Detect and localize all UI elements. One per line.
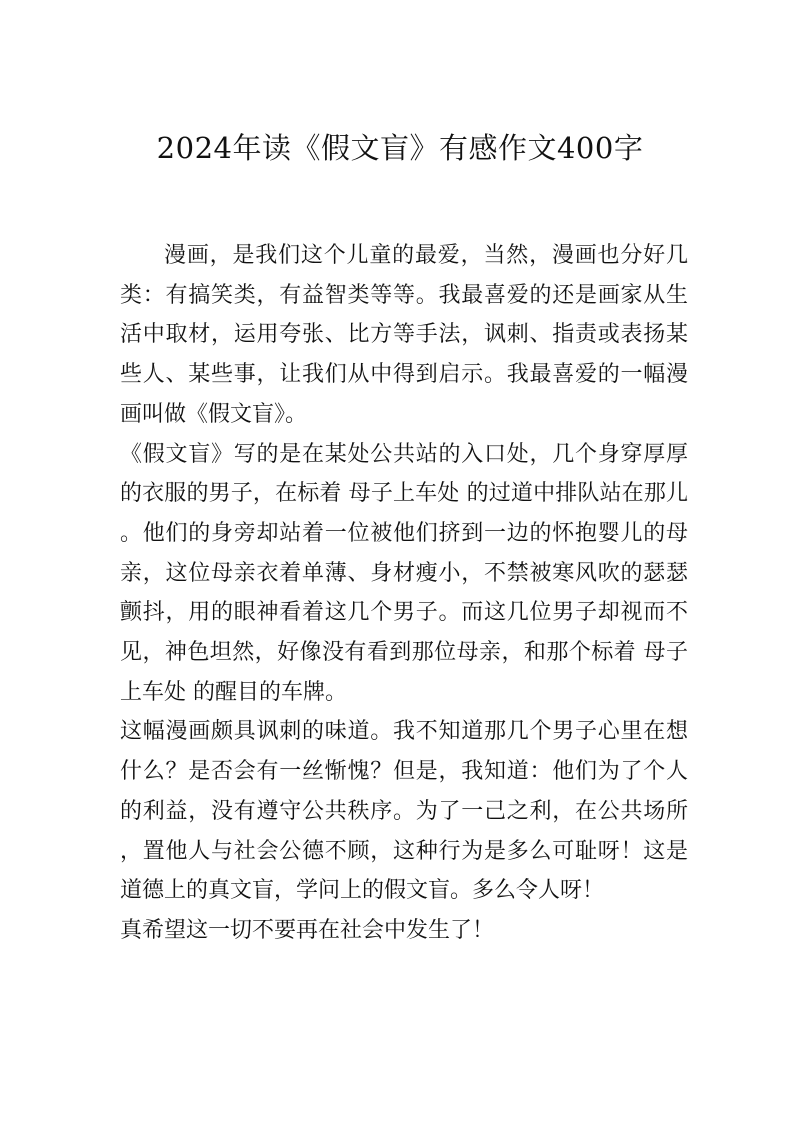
document-title: 2024年读《假文盲》有感作文400字 [156, 131, 644, 165]
document-body [120, 236, 688, 951]
paragraph-reflection: 这幅漫画颇具讽刺的味道。我不知道那几个男子心里在想什么？是否会有一丝惭愧？但是，我知道：他们为了个人的利益，没有遵守公共秩序。为了一己之利，在公共场所，置他人与社会公德不顾，这种行为是多么可耻呀！这是道德上的真文盲，学问上的假文盲。多么令人呀！ [120, 719, 688, 904]
paragraph-intro: 漫画，是我们这个儿童的最爱，当然，漫画也分好几类：有搞笑类，有益智类等等。我最喜爱的还是画家从生活中取材，运用夸张、比方等手法，讽刺、指责或表扬某些人、某些事，让我们从中得到启示。我最喜爱的一幅漫画叫做《假文盲》。 [120, 243, 688, 427]
paragraph-conclusion: 真希望这一切不要再在社会中发生了！ [120, 917, 495, 943]
paragraph-description: 《假文盲》写的是在某处公共站的入口处，几个身穿厚厚的衣服的男子，在标着 母子上车处 的过道中排队站在那儿。他们的身旁却站着一位被他们挤到一边的怀抱婴儿的母亲，这位母亲衣着单薄、身材瘦小，不禁被寒风吹的瑟瑟颤抖，用的眼神看着这几个男子。而这几位男子却视而不见，神色坦然，好像没有看到那位母亲，和那个标着 母子上车处 的醒目的车牌。 [120, 441, 688, 705]
